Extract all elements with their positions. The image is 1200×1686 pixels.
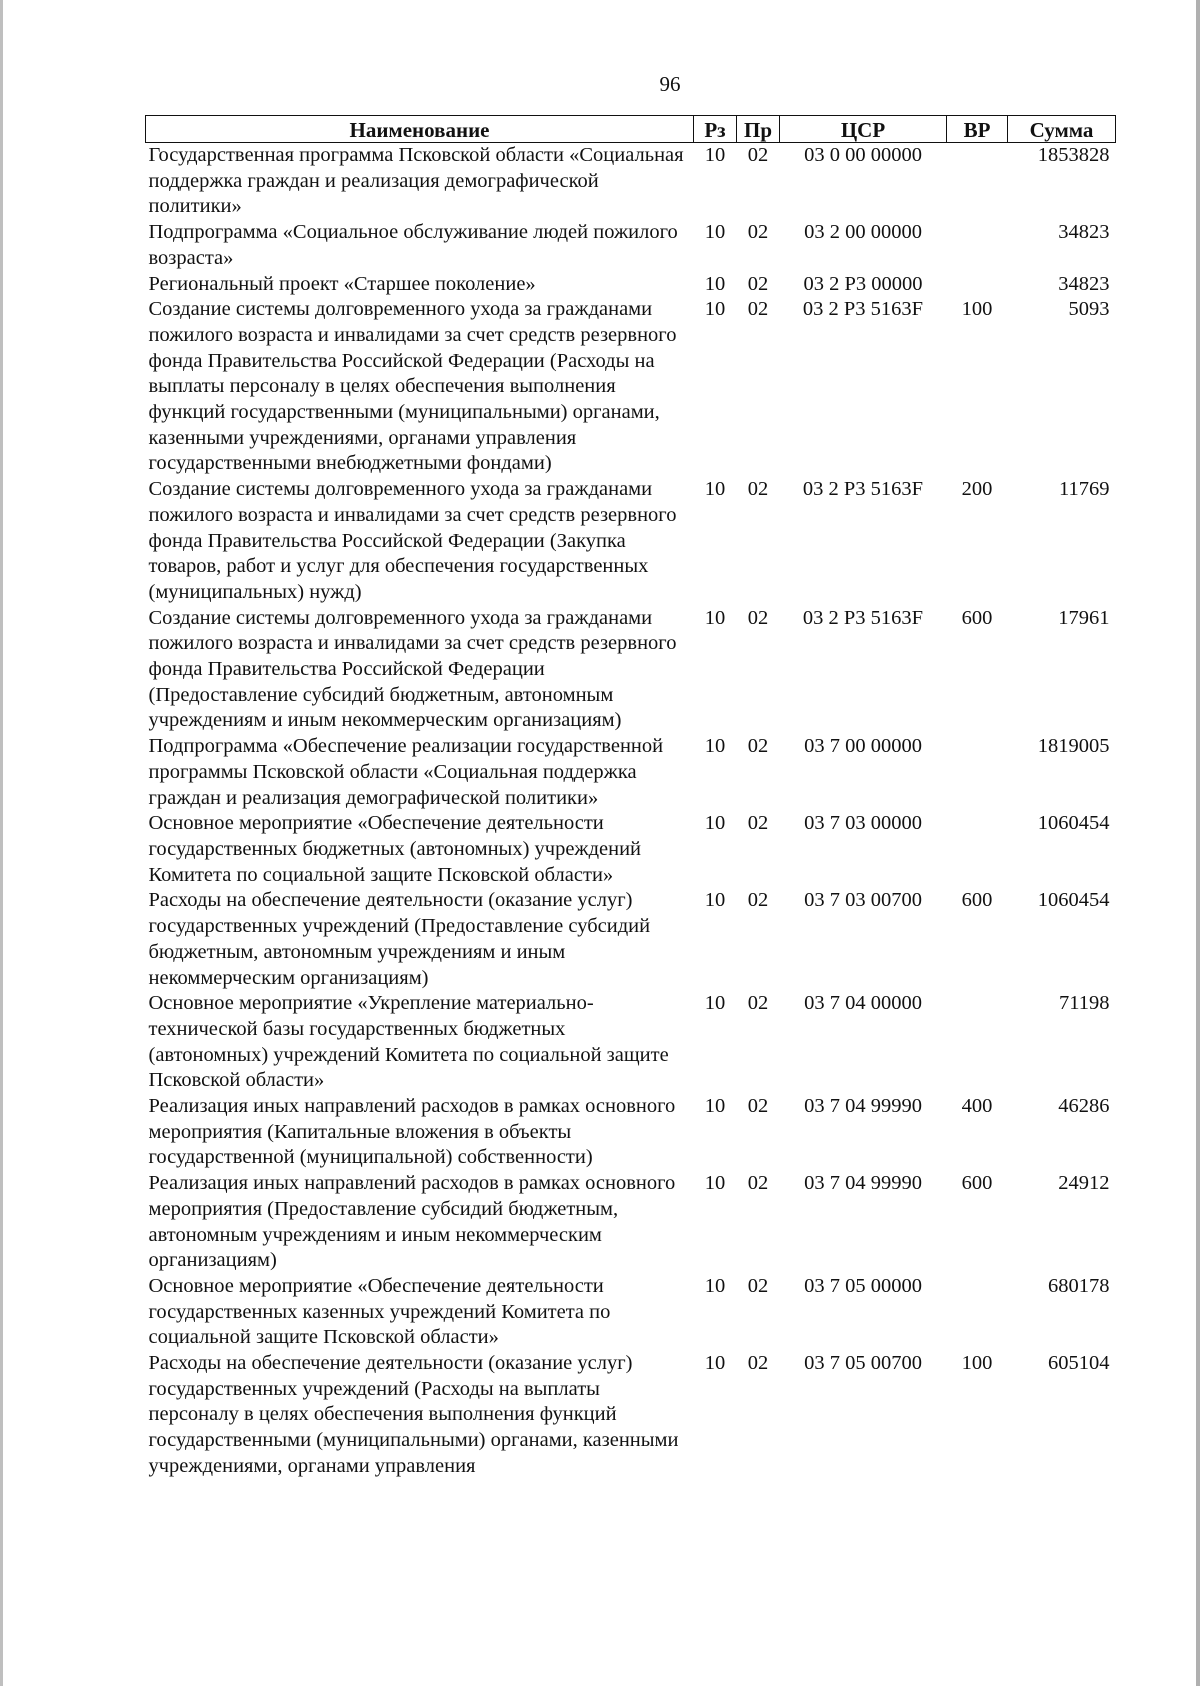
header-sum: Сумма <box>1008 116 1116 143</box>
cell-sum: 680178 <box>1048 1274 1110 1297</box>
header-pr: Пр <box>737 116 780 143</box>
cell-pr: 02 <box>747 1095 769 1118</box>
cell-rz: 10 <box>704 478 726 501</box>
cell-csr: 03 7 05 00000 <box>804 1274 922 1297</box>
table-row <box>146 297 1116 477</box>
table-row <box>146 1094 1116 1171</box>
cell-csr: 03 7 04 00000 <box>804 992 922 1015</box>
cell-name: Расходы на обеспечение деятельности (оказание услуг) государственных учреждений (Расходы на выплаты персоналу в целях обеспечения выполнения функций государственными (муниципальными) органами, казенными учреждениями, органами управления <box>148 1352 679 1477</box>
table-row <box>146 734 1116 811</box>
table-row <box>146 1351 1116 1480</box>
cell-name: Реализация иных направлений расходов в рамках основного мероприятия (Капитальные вложения в объекты государственной (муниципальной) собственности) <box>148 1095 676 1169</box>
cell-pr: 02 <box>747 889 769 912</box>
cell-sum: 1853828 <box>1037 144 1110 166</box>
cell-sum: 34823 <box>1058 221 1110 244</box>
table-row <box>146 220 1116 271</box>
cell-name: Основное мероприятие «Обеспечение деятельности государственных казенных учреждений Комитета по социальной защите Псковской области» <box>148 1274 611 1349</box>
budget-table-container <box>145 115 1115 1480</box>
cell-pr: 02 <box>747 1172 769 1195</box>
cell-pr: 02 <box>747 606 769 629</box>
cell-sum: 5093 <box>1068 298 1110 321</box>
cell-csr: 03 0 00 00000 <box>804 144 922 166</box>
cell-sum: 34823 <box>1058 272 1110 295</box>
cell-vr <box>947 220 1008 271</box>
cell-vr: 600 <box>961 1172 993 1195</box>
cell-sum: 605104 <box>1048 1352 1110 1375</box>
cell-vr <box>947 143 1008 221</box>
cell-csr: 03 7 04 99990 <box>804 1095 922 1118</box>
cell-csr: 03 7 03 00000 <box>804 812 922 835</box>
table-row <box>146 888 1116 991</box>
cell-rz: 10 <box>704 144 726 166</box>
cell-vr: 200 <box>961 478 993 501</box>
cell-name: Подпрограмма «Обеспечение реализации государственной программы Псковской области «Социальная поддержка граждан и реализация демографической политики» <box>148 735 664 809</box>
page-number: 96 <box>659 72 681 96</box>
cell-vr <box>947 734 1008 811</box>
cell-vr <box>947 811 1008 888</box>
cell-name: Региональный проект «Старшее поколение» <box>148 272 536 295</box>
cell-rz: 10 <box>704 812 726 835</box>
header-rz: Рз <box>694 116 737 143</box>
cell-csr: 03 7 05 00700 <box>804 1352 922 1375</box>
cell-rz: 10 <box>704 735 726 758</box>
table-row <box>146 477 1116 606</box>
cell-sum: 71198 <box>1059 992 1110 1015</box>
cell-pr: 02 <box>747 272 769 295</box>
table-row <box>146 811 1116 888</box>
cell-vr <box>947 991 1008 1094</box>
cell-vr: 100 <box>961 1352 993 1375</box>
cell-name: Основное мероприятие «Обеспечение деятельности государственных бюджетных (автономных) учреждений Комитета по социальной защите Псковской области» <box>148 812 642 886</box>
cell-name: Создание системы долговременного ухода за гражданами пожилого возраста и инвалидами за счет средств резервного фонда Правительства Российской Федерации (Расходы на выплаты персоналу в целях обеспечения выполнения функций государственными (муниципальными) органами, казенными учреждениями, органами управления государственными внебюджетными фондами) <box>148 298 677 475</box>
cell-rz: 10 <box>704 992 726 1015</box>
cell-sum: 17961 <box>1058 606 1110 629</box>
scan-edge-left <box>0 0 3 1686</box>
cell-csr: 03 2 P3 5163F <box>802 478 924 501</box>
cell-vr <box>947 272 1008 298</box>
cell-pr: 02 <box>747 298 769 321</box>
cell-csr: 03 7 00 00000 <box>804 735 922 758</box>
cell-sum: 11769 <box>1059 478 1110 501</box>
cell-vr: 400 <box>961 1095 993 1118</box>
cell-vr: 600 <box>961 889 993 912</box>
cell-sum: 1060454 <box>1037 812 1110 835</box>
cell-pr: 02 <box>747 1274 769 1297</box>
cell-rz: 10 <box>704 606 726 629</box>
cell-pr: 02 <box>747 812 769 835</box>
cell-vr: 100 <box>961 298 993 321</box>
header-vr: ВР <box>947 116 1008 143</box>
table-row <box>146 143 1116 221</box>
cell-pr: 02 <box>747 735 769 758</box>
table-header-row <box>146 116 1116 143</box>
cell-name: Создание системы долговременного ухода за гражданами пожилого возраста и инвалидами за счет средств резервного фонда Правительства Российской Федерации (Предоставление субсидий бюджетным, автономным учреждениям и иным некоммерческим организациям) <box>148 606 677 732</box>
cell-sum: 46286 <box>1058 1095 1110 1118</box>
cell-pr: 02 <box>747 992 769 1015</box>
cell-csr: 03 7 03 00700 <box>804 889 922 912</box>
cell-csr: 03 2 P3 5163F <box>802 606 924 629</box>
cell-name: Расходы на обеспечение деятельности (оказание услуг) государственных учреждений (Предоставление субсидий бюджетным, автономным учреждениям и иным некоммерческим организациям) <box>148 889 651 989</box>
cell-rz: 10 <box>704 272 726 295</box>
cell-csr: 03 2 P3 00000 <box>803 272 923 295</box>
cell-vr: 600 <box>961 606 993 629</box>
cell-sum: 1819005 <box>1037 735 1110 758</box>
cell-name: Создание системы долговременного ухода за гражданами пожилого возраста и инвалидами за счет средств резервного фонда Правительства Российской Федерации (Закупка товаров, работ и услуг для обеспечения государственных (муниципальных) нужд) <box>148 478 677 603</box>
cell-vr <box>947 1274 1008 1351</box>
cell-csr: 03 2 00 00000 <box>804 221 922 244</box>
cell-rz: 10 <box>704 1274 726 1297</box>
cell-rz: 10 <box>704 1095 726 1118</box>
cell-rz: 10 <box>704 1352 726 1375</box>
cell-rz: 10 <box>704 889 726 912</box>
cell-pr: 02 <box>747 478 769 501</box>
cell-rz: 10 <box>704 298 726 321</box>
cell-pr: 02 <box>747 221 769 244</box>
table-body <box>146 143 1116 1480</box>
table-row <box>146 272 1116 298</box>
cell-sum: 1060454 <box>1037 889 1110 912</box>
cell-pr: 02 <box>747 144 769 166</box>
cell-pr: 02 <box>747 1352 769 1375</box>
cell-rz: 10 <box>704 221 726 244</box>
cell-csr: 03 2 P3 5163F <box>802 298 924 321</box>
cell-name: Основное мероприятие «Укрепление материально-технической базы государственных бюджетных (автономных) учреждений Комитета по социальной защите Псковской области» <box>148 992 669 1092</box>
table-row <box>146 1171 1116 1274</box>
header-name: Наименование <box>146 116 694 143</box>
cell-rz: 10 <box>704 1172 726 1195</box>
scan-edge-right <box>1196 0 1200 1686</box>
cell-name: Государственная программа Псковской области «Социальная поддержка граждан и реализация демографической политики» <box>148 144 684 218</box>
cell-name: Подпрограмма «Социальное обслуживание людей пожилого возраста» <box>148 221 678 269</box>
table-row <box>146 606 1116 735</box>
table-row <box>146 1274 1116 1351</box>
table-row <box>146 991 1116 1094</box>
cell-csr: 03 7 04 99990 <box>804 1172 922 1195</box>
cell-name: Реализация иных направлений расходов в рамках основного мероприятия (Предоставление субсидий бюджетным, автономным учреждениям и иным некоммерческим организациям) <box>148 1172 676 1272</box>
budget-table <box>145 115 1116 1480</box>
cell-sum: 24912 <box>1058 1172 1110 1195</box>
header-csr: ЦСР <box>780 116 947 143</box>
